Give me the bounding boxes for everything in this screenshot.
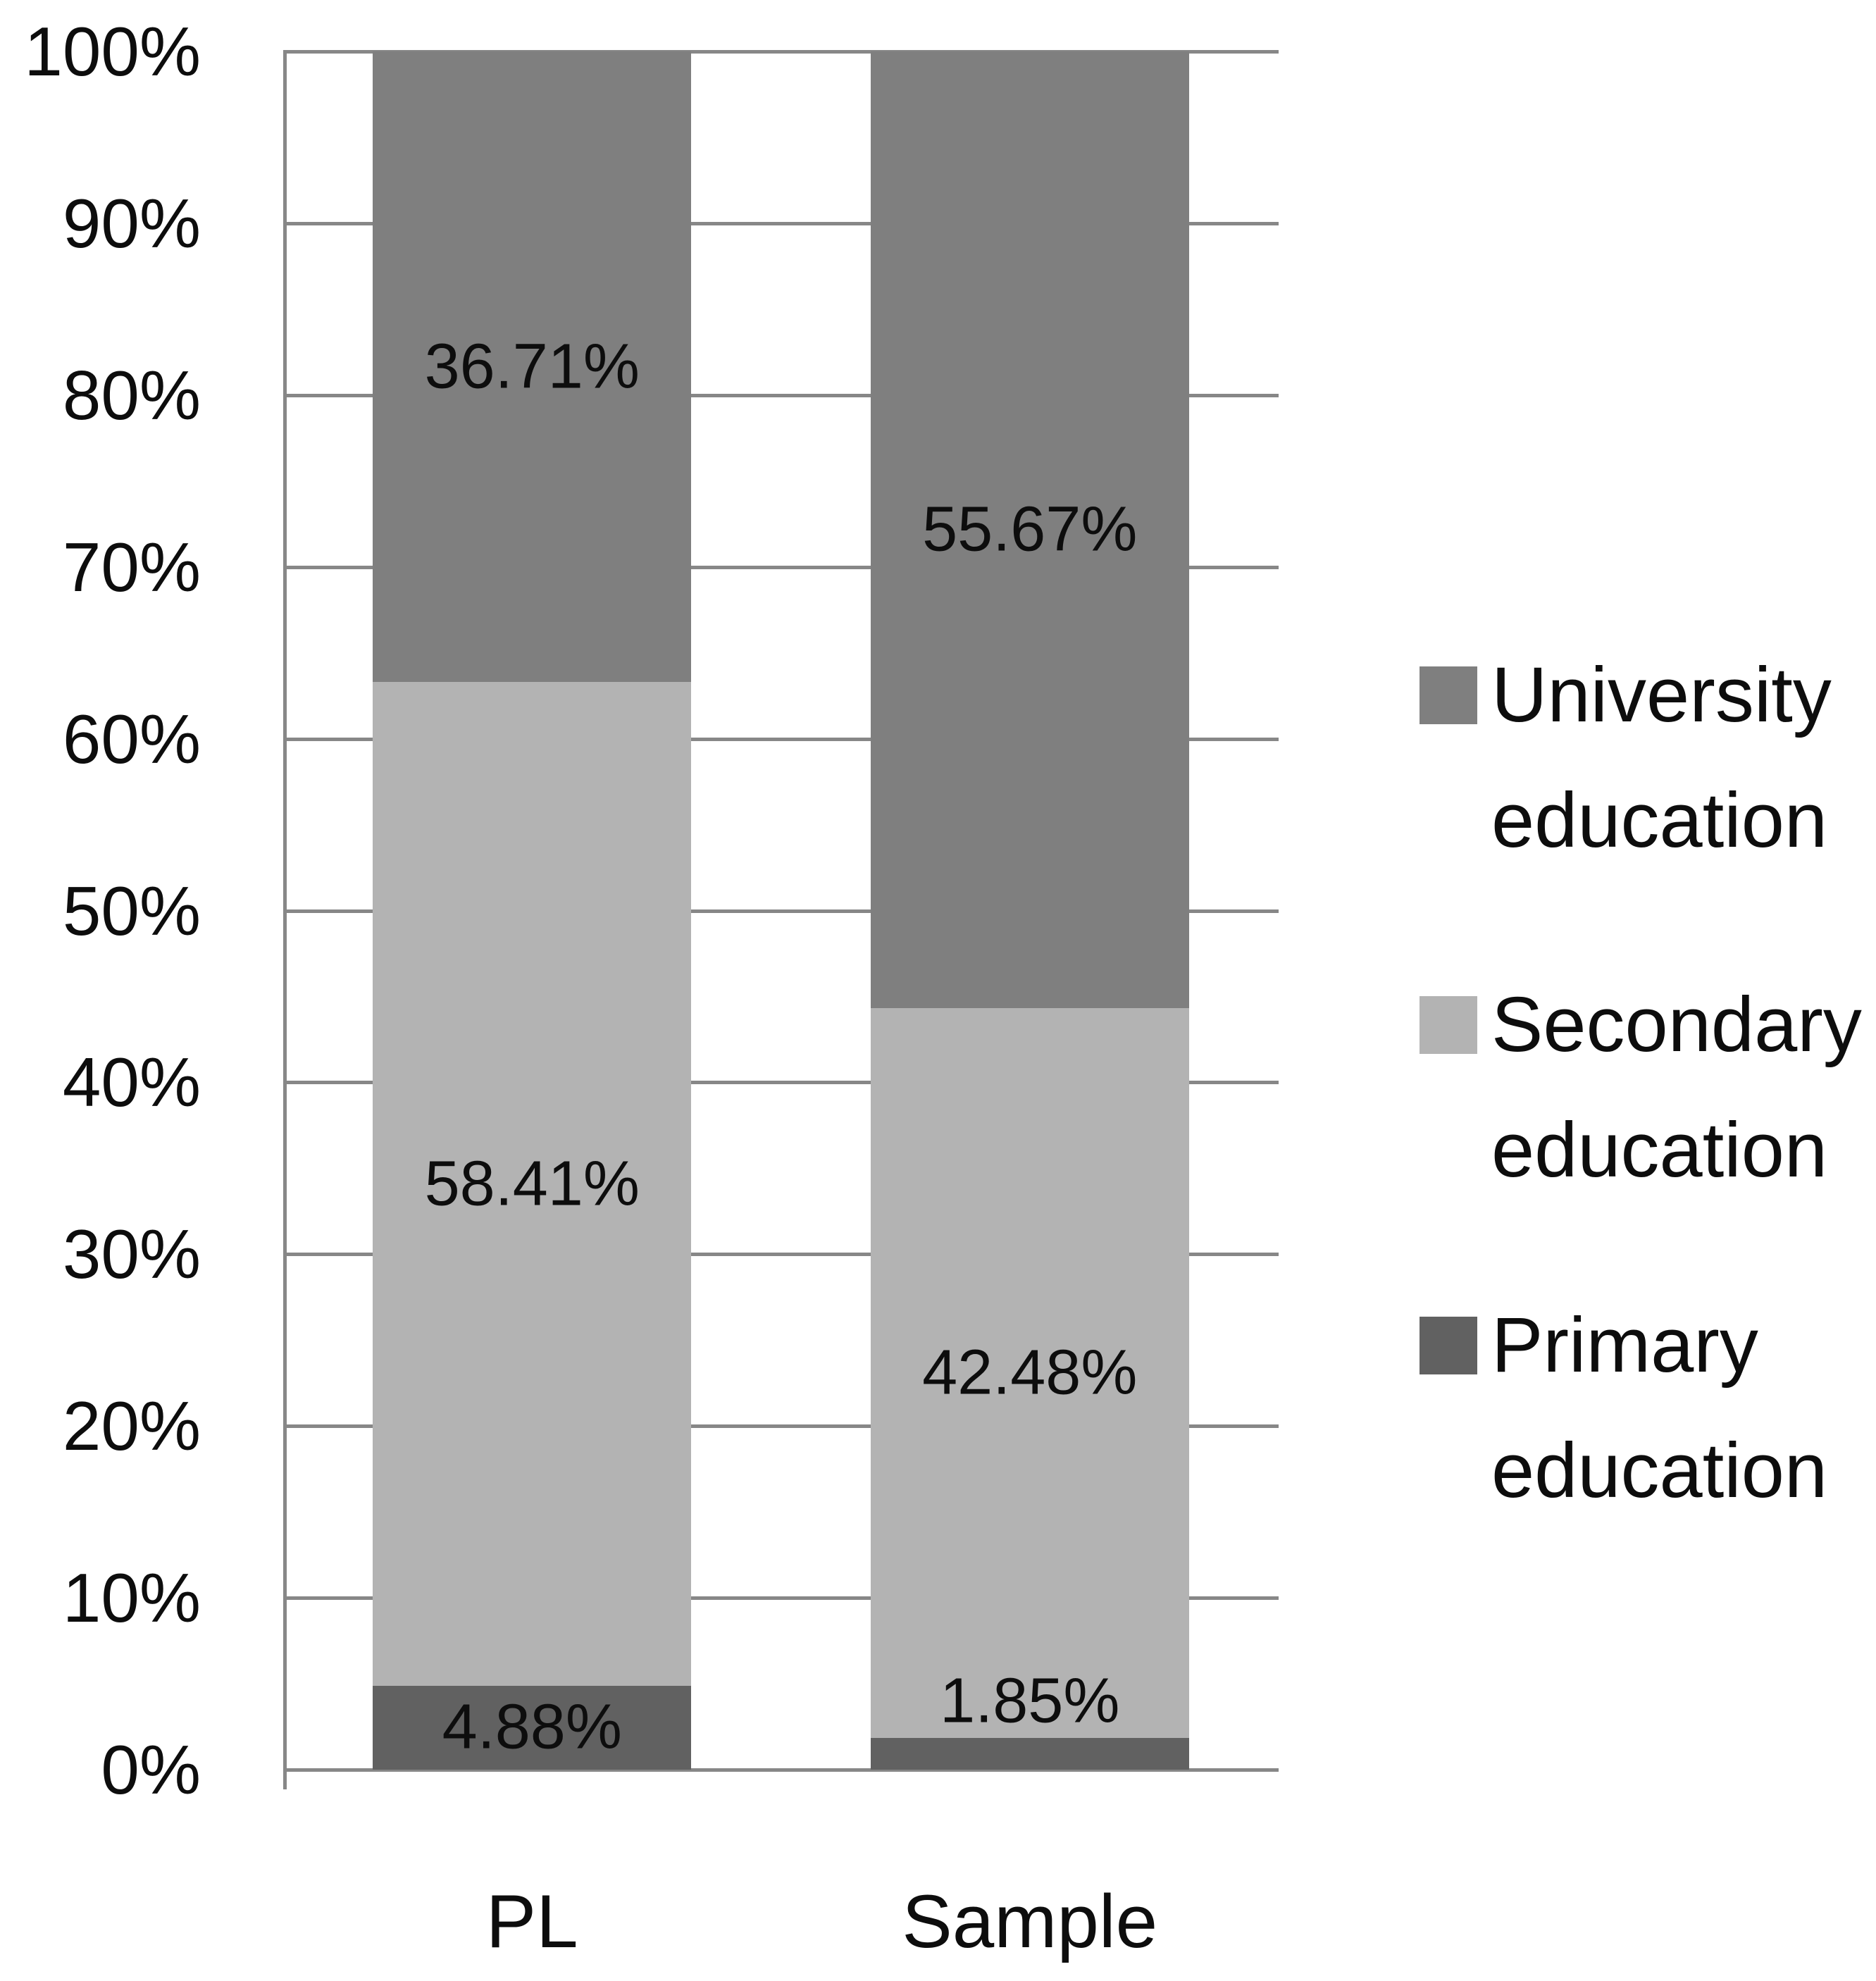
- ytick-label: 70%: [62, 528, 201, 606]
- legend-item-secondary-education: [1420, 962, 1876, 1213]
- ytick-label: 40%: [62, 1043, 201, 1122]
- ytick-label: 60%: [62, 700, 201, 778]
- legend-item-university-education: [1420, 633, 1876, 883]
- ytick-label: 0%: [101, 1731, 201, 1808]
- y-axis-line: [283, 51, 287, 1789]
- legend-swatch-secondary-icon: [1420, 996, 1477, 1054]
- value-label: 36.71%: [424, 331, 640, 402]
- legend-label-university: University education: [1491, 652, 1832, 864]
- ytick-label: 90%: [62, 184, 201, 262]
- ytick-label: 50%: [62, 871, 201, 950]
- legend-label-primary: Primary education: [1491, 1302, 1828, 1514]
- legend-swatch-primary-icon: [1420, 1317, 1477, 1374]
- ytick-label: 30%: [62, 1215, 201, 1293]
- ytick-label: 100%: [24, 13, 201, 90]
- ytick-label: 80%: [62, 356, 201, 434]
- value-label: 1.85%: [940, 1665, 1120, 1737]
- legend-swatch-university-icon: [1420, 666, 1477, 724]
- value-label: 55.67%: [922, 494, 1138, 565]
- value-label: 42.48%: [922, 1337, 1138, 1408]
- bar-segment-sample-0: [871, 1738, 1189, 1770]
- value-label: 58.41%: [424, 1148, 640, 1219]
- category-label-pl: PL: [485, 1879, 578, 1963]
- ytick-label: 20%: [62, 1387, 201, 1465]
- ytick-label: 10%: [62, 1559, 201, 1637]
- value-label: 4.88%: [442, 1691, 622, 1763]
- category-label-sample: Sample: [902, 1879, 1158, 1963]
- legend-label-secondary: Secondary education: [1491, 981, 1862, 1193]
- legend-item-primary-education: [1420, 1283, 1876, 1534]
